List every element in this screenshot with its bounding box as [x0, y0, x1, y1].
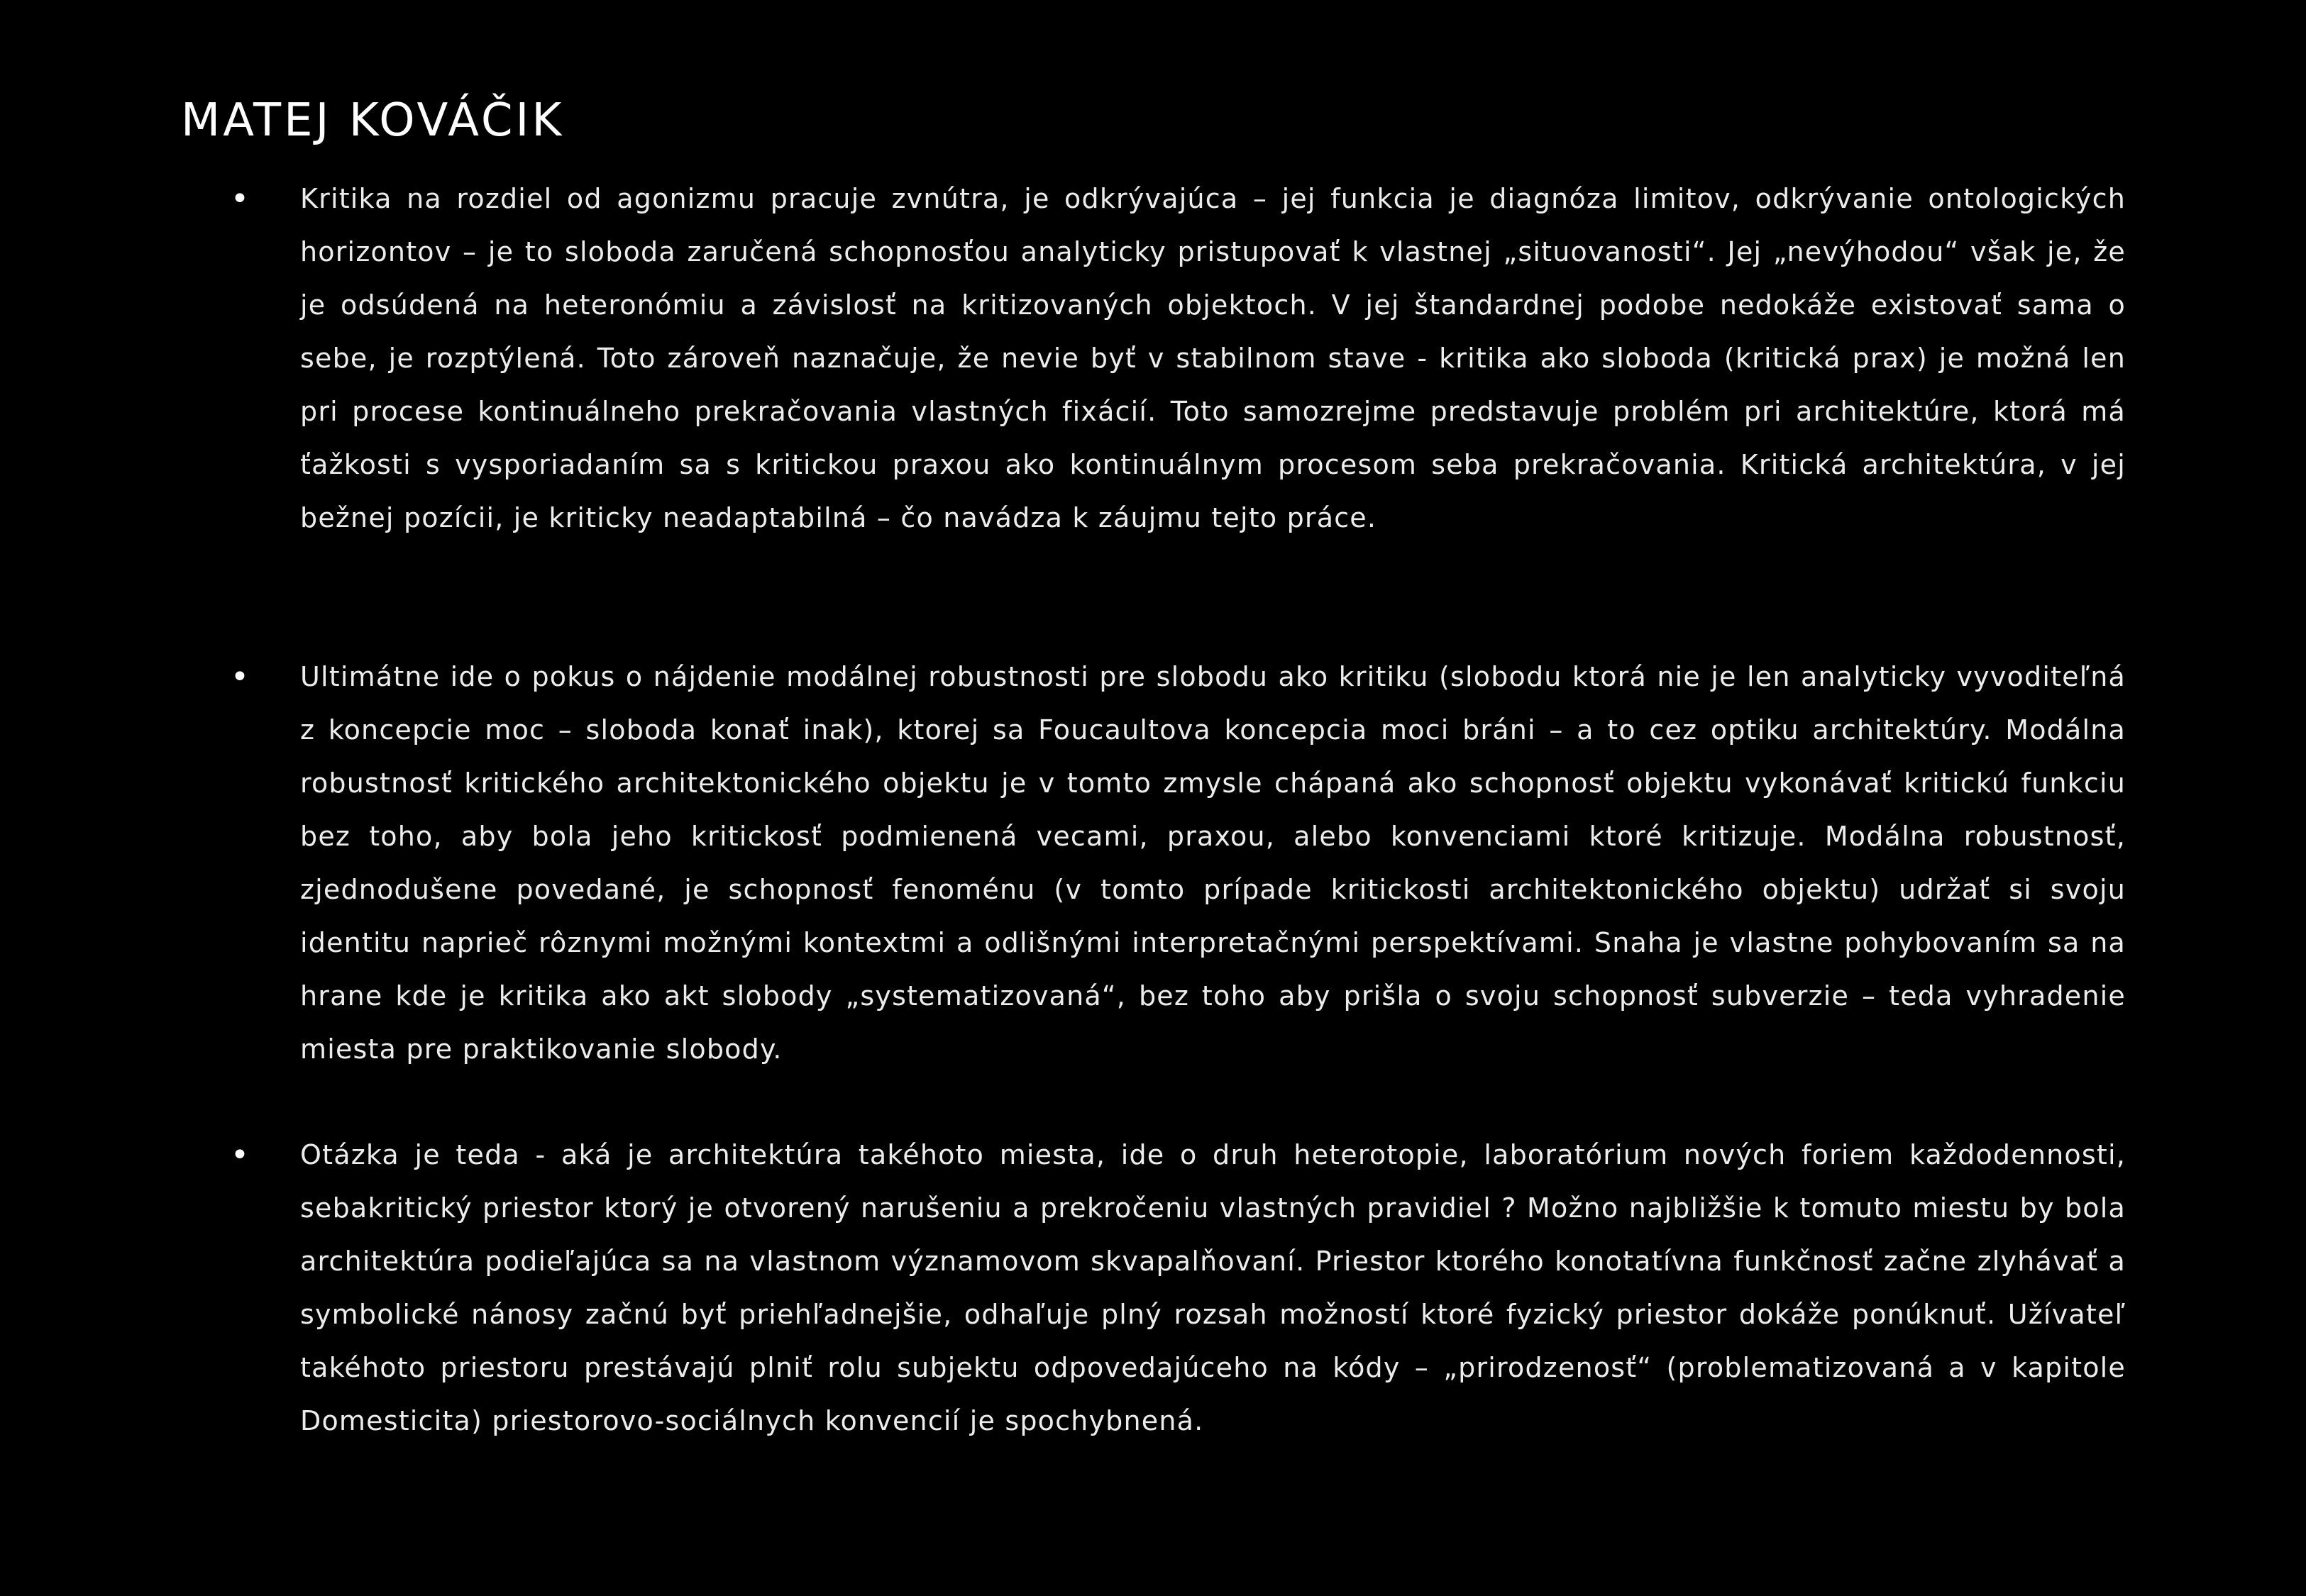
paragraph-text: Kritika na rozdiel od agonizmu pracuje zvnútra, je odkrývajúca – jej funkcia je diagnóza limitov, odkrývanie ontologických horizontov – je to sloboda zaručená schopnosťou analyticky pristupovať k vlastnej „situovanosti“. Jej „nevýhodou“ však je, že je odsúdená na heteronómiu a závislosť na kritizovaných objektoch. V jej štandardnej podobe nedokáže existovať sama o sebe, je rozptýlená. Toto zároveň naznačuje, že nevie byť v stabilnom stave - kritika ako sloboda (kritická prax) je možná len pri procese kontinuálneho prekračovania vlastných fixácií. Toto samozrejme predstavuje problém pri architektúre, ktorá má ťažkosti s vysporiadaním sa s kritickou praxou ako kontinuálnym procesom seba prekračovania. Kritická architektúra, v jej bežnej pozícii, je kriticky neadaptabilná – čo navádza k záujmu tejto práce.: [300, 183, 2126, 533]
bullet-icon: •: [231, 659, 249, 695]
paragraph-text: Otázka je teda - aká je architektúra takéhoto miesta, ide o druh heterotopie, laboratórium nových foriem každodennosti, sebakritický priestor ktorý je otvorený narušeniu a prekročeniu vlastných pravidiel ? Možno najbližšie k tomuto miestu by bola architektúra podieľajúca sa na vlastnom významovom skvapalňovaní. Priestor ktorého konotatívna funkčnosť začne zlyhávať a symbolické nánosy začnú byť priehľadnejšie, odhaľuje plný rozsah možností ktoré fyzický priestor dokáže ponúknuť. Užívateľ takéhoto priestoru prestávajú plniť rolu subjektu odpovedajúceho na kódy – „prirodzenosť“ (problematizovaná a v kapitole Domesticita) priestorovo-sociálnych konvencií je spochybnená.: [300, 1139, 2126, 1436]
bullet-icon: •: [231, 1137, 249, 1173]
author-heading: MATEJ KOVÁČIK: [181, 94, 565, 147]
bullet-icon: •: [231, 181, 249, 217]
paragraph-text: Ultimátne ide o pokus o nájdenie modálnej robustnosti pre slobodu ako kritiku (slobodu ktorá nie je len analyticky vyvoditeľná z koncepcie moc – sloboda konať inak), ktorej sa Foucaultova koncepcia moci bráni – a to cez optiku architektúry. Modálna robustnosť kritického architektonického objektu je v tomto zmysle chápaná ako schopnosť objektu vykonávať kritickú funkciu bez toho, aby bola jeho kritickosť podmienená vecami, praxou, alebo konvenciami ktoré kritizuje. Modálna robustnosť, zjednodušene povedané, je schopnosť fenoménu (v tomto prípade kritickosti architektonického objektu) udržať si svoju identitu naprieč rôznymi možnými kontextmi a odlišnými interpretačnými perspektívami. Snaha je vlastne pohybovaním sa na hrane kde je kritika ako akt slobody „systematizovaná“, bez toho aby prišla o svoju schopnosť subverzie – teda vyhradenie miesta pre praktikovanie slobody.: [300, 661, 2126, 1065]
